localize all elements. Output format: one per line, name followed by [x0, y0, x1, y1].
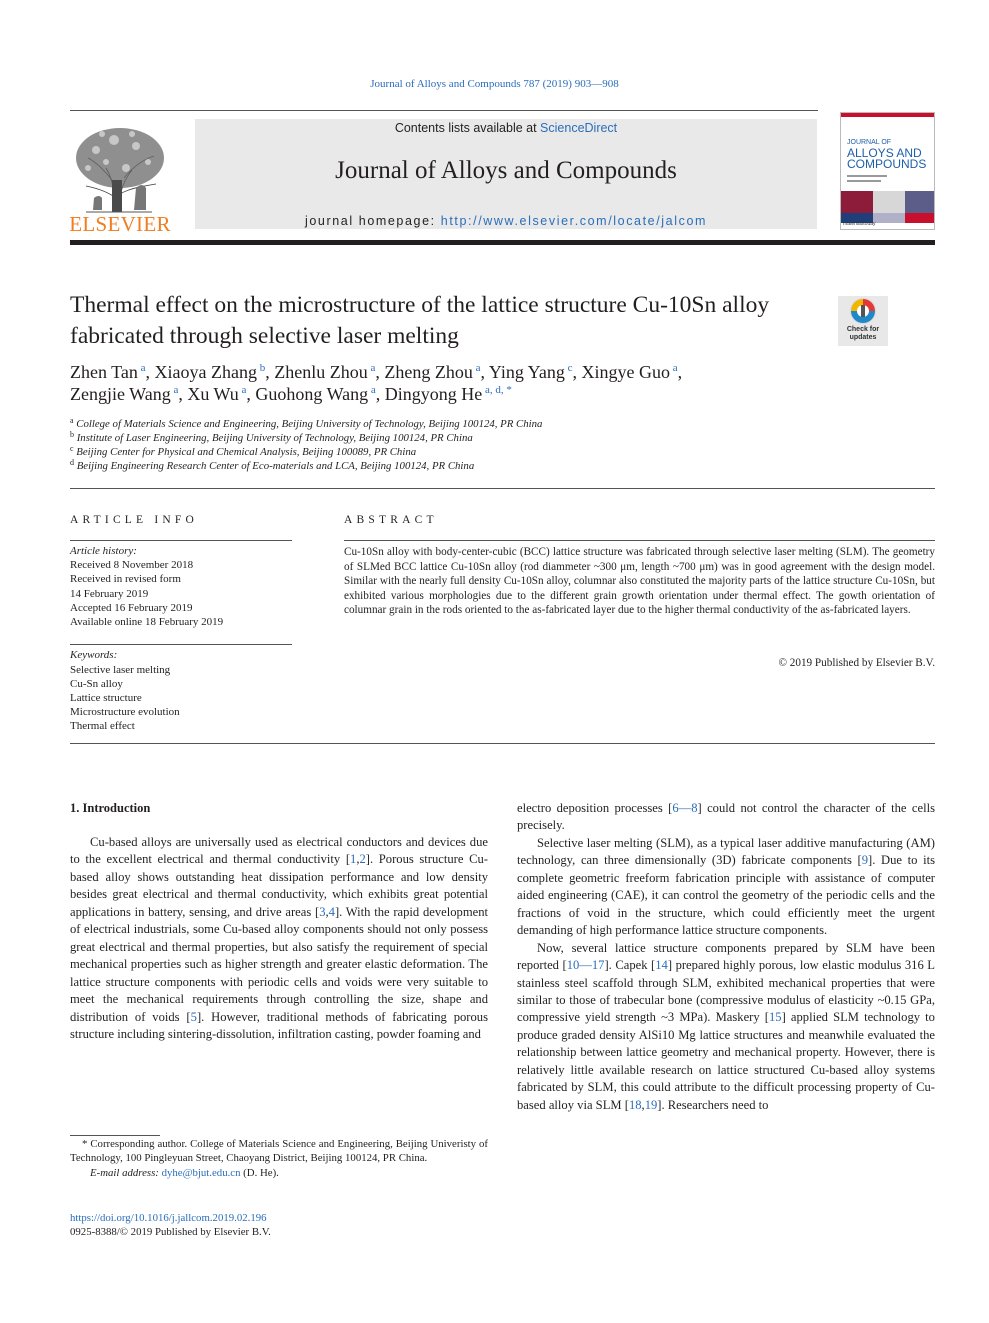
history-item: Available online 18 February 2019 [70, 616, 224, 628]
homepage-url-link[interactable]: http://www.elsevier.com/locate/jalcom [440, 214, 708, 228]
issn-copyright: 0925-8388/© 2019 Published by Elsevier B.V. [70, 1226, 271, 1238]
keyword-item: Thermal effect [70, 720, 135, 732]
affiliation-mark: c [70, 444, 74, 453]
citation-link[interactable]: 15 [768, 1010, 782, 1025]
email-label: E-mail address: [90, 1166, 162, 1179]
article-info-heading: ARTICLE INFO [70, 514, 198, 526]
header-top-rule [70, 110, 818, 111]
author-separator: , [375, 384, 385, 404]
paragraph [517, 835, 935, 940]
author-affiliation-mark[interactable]: a [238, 384, 247, 396]
author-name[interactable]: Zhenlu Zhou [274, 362, 368, 382]
affiliation-mark: b [70, 430, 74, 439]
affiliation-a [70, 416, 542, 430]
author-list-line-2 [70, 384, 512, 405]
text-run: , [325, 904, 329, 919]
footnote-rule [70, 1135, 160, 1136]
author-affiliation-mark[interactable]: a [670, 362, 678, 374]
paragraph [517, 800, 935, 835]
keyword-item: Microstructure evolution [70, 706, 180, 718]
homepage-prefix: journal homepage: [304, 214, 441, 228]
text-run: ] applied SLM technology to produce graded density AlSi10 Mg lattice structures and meanwhile evaluated the relationship between lattice geometry and mechanical property. However, there is relatively little available research on lattice structured Cu-based alloy systems fabricated by SLM, this could attribute to the difficult processing property of Cu-based alloy via SLM [ [517, 1010, 935, 1112]
article-title: Thermal effect on the microstructure of the lattice structure Cu-10Sn alloy fabricated through selective laser melting [70, 292, 770, 349]
citation-link[interactable]: 5 [190, 1009, 197, 1024]
author-name[interactable]: Xu Wu [187, 384, 239, 404]
affiliation-text: Institute of Laser Engineering, Beijing University of Technology, Beijing 100124, PR China [76, 432, 473, 444]
citation-link[interactable]: 2 [359, 852, 366, 867]
citation-link[interactable]: 19 [644, 1097, 658, 1112]
author-name[interactable]: Zheng Zhou [384, 362, 473, 382]
text-run: ] could not control the character of the cells precisely. [517, 801, 935, 833]
author-name[interactable]: Zhen Tan [70, 362, 138, 382]
journal-reference-link[interactable]: Journal of Alloys and Compounds 787 (2019) 903—908 [370, 78, 619, 90]
affiliation-text: Beijing Engineering Research Center of Eco-materials and LCA, Beijing 100124, PR China [76, 460, 475, 472]
corresponding-author-footnote [70, 1137, 488, 1180]
abstract-heading: ABSTRACT [344, 514, 438, 526]
body-column-left [70, 834, 488, 1043]
author-separator: , [677, 362, 683, 382]
crossmark-label-1: Check for [846, 326, 880, 333]
journal-title: Journal of Alloys and Compounds [335, 157, 677, 184]
text-run: Now, several lattice structure components prepared by SLM have been reported [ [517, 940, 935, 973]
keyword-item: Cu-Sn alloy [70, 678, 123, 690]
keyword-item: Lattice structure [70, 692, 142, 704]
author-affiliation-mark[interactable]: c [564, 362, 573, 374]
affiliation-mark: d [70, 458, 74, 467]
affiliation-text: Beijing Center for Physical and Chemical Analysis, Beijing 100089, PR China [76, 446, 417, 458]
author-affiliation-mark[interactable]: a, d, * [482, 384, 512, 396]
header-thick-rule [70, 240, 935, 245]
keywords-label: Keywords: [70, 649, 118, 661]
history-item: 14 February 2019 [70, 588, 149, 600]
footnote-star: * [82, 1138, 88, 1150]
author-list-line-1 [70, 362, 682, 383]
citation-link[interactable]: 10—17 [566, 958, 605, 973]
cover-title-line-3: COMPOUNDS [847, 157, 927, 171]
author-affiliation-mark[interactable]: a [367, 362, 376, 374]
elsevier-wordmark: ELSEVIER [69, 212, 171, 236]
author-affiliation-mark[interactable]: a [170, 384, 179, 396]
crossmark-label-2: updates [849, 334, 877, 341]
paragraph [517, 940, 935, 1115]
footnote-text [70, 1137, 488, 1166]
text-run: electro deposition processes [ [517, 801, 673, 815]
cover-brand: materialstoday [843, 221, 876, 227]
journal-homepage-line [195, 214, 817, 228]
citation-link[interactable]: 9 [861, 853, 869, 868]
cover-title-line-2: ALLOYS AND [847, 146, 922, 160]
section-heading-introduction: 1. Introduction [70, 801, 151, 815]
email-suffix: (D. He). [240, 1166, 279, 1179]
journal-cover-thumbnail[interactable] [840, 112, 935, 230]
author-separator: , [145, 362, 155, 382]
text-run: ]. However, traditional methods of fabricating porous structure including sintering-dissolution, infiltration casting, powder foaming and [70, 1009, 488, 1041]
text-run: ]. With the rapid development of electrical industrials, some Cu-based alloy components should not only possess great electrical and thermal properties, but also satisfy the requirement of special mechanical properties such as higher strength and greater elastic deformation. The lattice structure components with periodic cells and voids were very suitable to meet the mechanical requirements through controlling the size, shape and distribution of voids [ [70, 904, 489, 1024]
affiliation-d [70, 458, 474, 472]
author-separator: , [265, 362, 275, 382]
history-item: Received in revised form [70, 573, 181, 585]
contents-prefix: Contents lists available at [394, 121, 541, 135]
affiliation-text: College of Materials Science and Engineering, Beijing University of Technology, Beijing 100124, PR China [76, 418, 543, 430]
history-item: Accepted 16 February 2019 [70, 602, 193, 614]
author-name[interactable]: Xiaoya Zhang [154, 362, 257, 382]
author-separator: , [178, 384, 188, 404]
author-name[interactable]: Guohong Wang [255, 384, 369, 404]
title-block-rule [70, 488, 935, 489]
text-run: Corresponding author. College of Materials Science and Engineering, Beijing Univeristy of Technology, 100 Pingleyuan Street, Chaoyang District, Beijing 100124, PR China. [70, 1138, 488, 1165]
text-run: ]. Porous structure Cu-based alloy shows outstanding heat dissipation performance and low density besides great electrical and thermal conductivity, which exhibits great potential applications in battery, sensing, and drive areas [ [70, 852, 488, 919]
abstract-text: Cu-10Sn alloy with body-center-cubic (BCC) lattice structure was fabricated through selective laser melting (SLM). The geometry of SLMed BCC lattice Cu-10Sn alloy (rod diammeter ~300 μm, length ~700 μm) was in good agreement with the design model. Similar with the nearly full density Cu-10Sn alloy, columnar also constituted the majority parts of the lattice structure Cu-10Sn, but exhibited various morphologies due to the different grain growth orientation under thermal effect. The gowth orientation of columnar grain in the rods oriented to the as-fabricated layer due to the higher thermal conductivity of the as-fabricated layers. [344, 546, 935, 617]
abstract-copyright: © 2019 Published by Elsevier B.V. [778, 657, 935, 669]
text-run: Cu-based alloys are universally used as electrical conductors and devices due to the excellent electrical and thermal conductivity [ [70, 835, 488, 867]
body-column-right [517, 800, 935, 1114]
author-separator: , [375, 362, 385, 382]
history-label: Article history: [70, 545, 137, 557]
article-info-rule [70, 540, 292, 541]
keywords-rule [70, 644, 292, 645]
citation-link[interactable]: 3 [319, 904, 326, 919]
text-run: ]. Capek [ [604, 958, 656, 973]
doi-link[interactable]: https://doi.org/10.1016/j.jallcom.2019.02.196 [70, 1212, 267, 1224]
email-link[interactable]: dyhe@bjut.edu.cn [161, 1166, 241, 1179]
paragraph [70, 834, 488, 1043]
author-affiliation-mark[interactable]: a [472, 362, 481, 374]
citation-link[interactable]: 6—8 [672, 801, 698, 815]
author-separator: , [572, 362, 582, 382]
text-run: , [641, 1097, 645, 1112]
author-name[interactable]: Xingye Guo [581, 362, 671, 382]
text-run: ]. Due to its complete geometric freeform fabrication principle with assistance of computer aided engineering (CAE), it can control the geometry of the periodic cells and the fractions of void in the structure, which could efficiently meet the urgent demanding of high performance lattice structure components. [517, 853, 935, 938]
author-name[interactable]: Dingyong He [384, 384, 483, 404]
front-matter-rule [70, 743, 935, 744]
citation-link[interactable]: 1 [350, 852, 357, 867]
text-run: , [356, 852, 360, 867]
footnote-email-line [70, 1166, 488, 1180]
keyword-item: Selective laser melting [70, 664, 171, 676]
crossmark-icon [838, 296, 888, 328]
citation-link[interactable]: 4 [328, 904, 335, 919]
author-separator: , [246, 384, 256, 404]
check-for-updates-badge[interactable] [838, 296, 888, 346]
affiliation-b [70, 430, 473, 444]
cover-title-line-1: JOURNAL OF [847, 139, 892, 146]
text-run: ]. Researchers need to [657, 1097, 769, 1112]
text-run: ] prepared highly porous, low elastic modulus 316 L stainless steel scaffold through SLM, exhibited mechanical properties that were similar to those of trabecular bone (compressive modulus of elasticity ~0.15 GPa, compressive yield strength ~3 MPa). Maskery [ [517, 958, 935, 1025]
affiliation-mark: a [70, 416, 74, 425]
author-affiliation-mark[interactable]: a [368, 384, 376, 396]
author-name[interactable]: Zengjie Wang [70, 384, 171, 404]
author-name[interactable]: Ying Yang [488, 362, 565, 382]
author-separator: , [480, 362, 489, 382]
citation-link[interactable]: 14 [655, 958, 668, 973]
sciencedirect-link[interactable]: ScienceDirect [540, 121, 618, 135]
contents-available-line [195, 121, 817, 135]
history-item: Received 8 November 2018 [70, 559, 194, 571]
citation-link[interactable]: 18 [628, 1097, 642, 1112]
text-run: Selective laser melting (SLM), as a typical laser additive manufacturing (AM) technology, can three dimensionally (3D) fabricate components [ [517, 835, 935, 868]
abstract-rule [344, 540, 935, 541]
author-affiliation-mark[interactable]: a [137, 362, 146, 374]
author-affiliation-mark[interactable]: b [257, 362, 266, 374]
cover-art-icon [841, 113, 935, 230]
affiliation-c [70, 444, 416, 458]
cover-title [847, 137, 926, 170]
